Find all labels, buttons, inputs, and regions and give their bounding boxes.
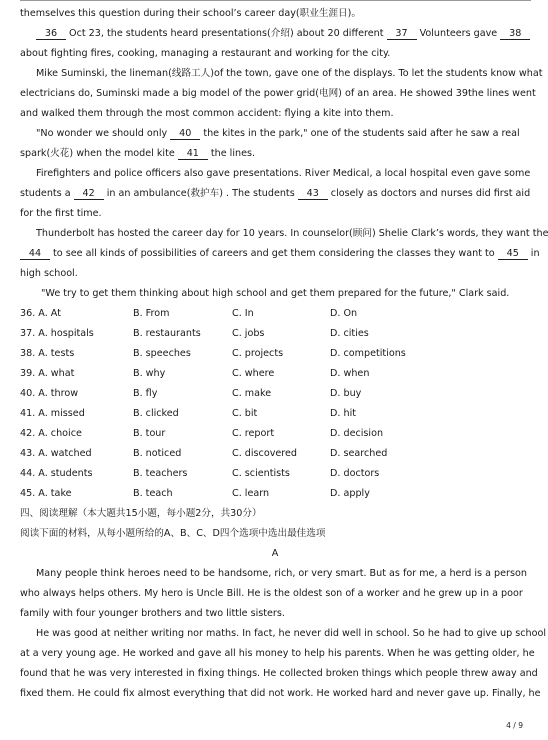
text-run: students a [20, 188, 74, 199]
option-choice: C. where [232, 368, 275, 379]
top-rule [20, 0, 531, 1]
option-row [20, 304, 530, 324]
page-number: 4 / 9 [506, 721, 523, 730]
option-row [20, 324, 530, 344]
option-choice: 43. A. watched [20, 448, 92, 459]
section-instruction: 阅读下面的材料，从每小题所给的A、B、C、D四个选项中选出最佳选项 [20, 528, 326, 539]
option-choice: B. fly [133, 388, 158, 399]
option-choice: B. noticed [133, 448, 182, 459]
passage-line [20, 184, 530, 204]
option-choice: B. teach [133, 488, 173, 499]
blank-37: 37 [387, 28, 417, 40]
text-run: Volunteers gave [416, 28, 501, 39]
option-choice: B. teachers [133, 468, 188, 479]
option-choice: 37. A. hospitals [20, 328, 94, 339]
option-choice: C. make [232, 388, 272, 399]
passage-line: family with four younger brothers and two little sisters. [20, 608, 285, 619]
text-run: the kites in the park," one of the students said after he saw a real [200, 128, 520, 139]
passage-line: Mike Suminski, the lineman(线路工人)of the town, gave one of the displays. To let the students know what [36, 68, 543, 79]
blank-43: 43 [298, 188, 328, 200]
option-choice: B. why [133, 368, 166, 379]
passage-line [20, 124, 530, 144]
passage-line: themselves this question during their school’s career day(职业生涯日)。 [20, 8, 361, 19]
option-choice: C. In [232, 308, 254, 319]
text-run: in an ambulance(救护车) . The students [103, 188, 298, 199]
option-choice: D. apply [330, 488, 370, 499]
passage-line: He was good at neither writing nor maths. In fact, he never did well in school. So he had to give up school [36, 628, 546, 639]
text-run: to see all kinds of possibilities of careers and get them considering the classes they want to [50, 248, 498, 259]
option-choice: C. report [232, 428, 275, 439]
option-choice: 41. A. missed [20, 408, 85, 419]
passage-line: "We try to get them thinking about high school and get them prepared for the future," Clark said. [41, 288, 510, 299]
option-choice: 45. A. take [20, 488, 72, 499]
option-choice: 38. A. tests [20, 348, 75, 359]
text-run: Oct 23, the students heard presentations(介绍) about 20 different [66, 28, 387, 39]
option-choice: B. speeches [133, 348, 191, 359]
option-choice: C. learn [232, 488, 270, 499]
passage-line: Many people think heroes need to be handsome, rich, or very smart. But as for me, a herd is a person [36, 568, 527, 579]
option-choice: D. cities [330, 328, 369, 339]
option-choice: B. From [133, 308, 170, 319]
passage-line: high school. [20, 268, 78, 279]
section-title: 四、阅读理解（本大题共15小题，每小题2分，共30分） [20, 508, 262, 519]
option-row [20, 384, 530, 404]
blank-45: 45 [498, 248, 528, 260]
option-choice: D. buy [330, 388, 362, 399]
passage-line: about fighting fires, cooking, managing a restaurant and working for the city. [20, 48, 391, 59]
option-choice: 42. A. choice [20, 428, 82, 439]
passage-line: who always helps others. My hero is Uncle Bill. He is the oldest son of a worker and he grew up in a poor [20, 588, 523, 599]
option-row [20, 464, 530, 484]
blank-40: 40 [170, 128, 200, 140]
passage-line: at a very young age. He worked and gave all his money to help his parents. When he was getting older, he [20, 648, 535, 659]
text-run: the lines. [207, 148, 256, 159]
option-row [20, 424, 530, 444]
option-choice: 36. A. At [20, 308, 61, 319]
option-choice: D. competitions [330, 348, 406, 359]
option-row [20, 444, 530, 464]
option-choice: B. tour [133, 428, 166, 439]
option-choice: B. clicked [133, 408, 179, 419]
option-choice: 44. A. students [20, 468, 93, 479]
blank-44: 44 [20, 248, 50, 260]
option-choice: D. searched [330, 448, 388, 459]
option-choice: 40. A. throw [20, 388, 79, 399]
option-row [20, 404, 530, 424]
passage-line: for the first time. [20, 208, 102, 219]
option-row [20, 484, 530, 504]
text-run: closely as doctors and nurses did first aid [327, 188, 531, 199]
passage-line: fixed them. He could fix almost everything that did not work. He worked hard and never gave up. Finally, he [20, 688, 541, 699]
blank-36: 36 [36, 28, 66, 40]
text-run: "No wonder we should only [36, 128, 171, 139]
passage-letter: A [271, 548, 279, 559]
option-choice: D. doctors [330, 468, 380, 479]
text-run: in [527, 248, 540, 259]
passage-line: and walked them through the most common accident: flying a kite into them. [20, 108, 394, 119]
option-choice: 39. A. what [20, 368, 75, 379]
passage-line: found that he was very interested in fixing things. He collected broken things which people threw away and [20, 668, 538, 679]
option-choice: C. projects [232, 348, 284, 359]
option-row [20, 344, 530, 364]
passage-line [20, 144, 530, 164]
blank-42: 42 [74, 188, 104, 200]
option-choice: D. when [330, 368, 370, 379]
option-choice: D. hit [330, 408, 356, 419]
passage-line: electricians do, Suminski made a big model of the power grid(电网) of an area. He showed 39the lines went [20, 88, 536, 99]
option-row [20, 364, 530, 384]
passage-line [20, 24, 530, 44]
option-choice: C. jobs [232, 328, 265, 339]
passage-line: Thunderbolt has hosted the career day for 10 years. In counselor(顾问) Shelie Clark’s words, they want the [36, 228, 548, 239]
option-choice: C. discovered [232, 448, 298, 459]
option-choice: C. bit [232, 408, 258, 419]
option-choice: D. decision [330, 428, 384, 439]
option-choice: C. scientists [232, 468, 290, 479]
blank-38: 38 [500, 28, 530, 40]
option-choice: D. On [330, 308, 358, 319]
option-choice: B. restaurants [133, 328, 201, 339]
passage-line [20, 244, 540, 264]
options-list [20, 304, 530, 504]
passage-line: Firefighters and police officers also gave presentations. River Medical, a local hospital even gave some [36, 168, 531, 179]
text-run: spark(火花) when the model kite [20, 148, 178, 159]
blank-41: 41 [178, 148, 208, 160]
document-content [20, 4, 548, 704]
